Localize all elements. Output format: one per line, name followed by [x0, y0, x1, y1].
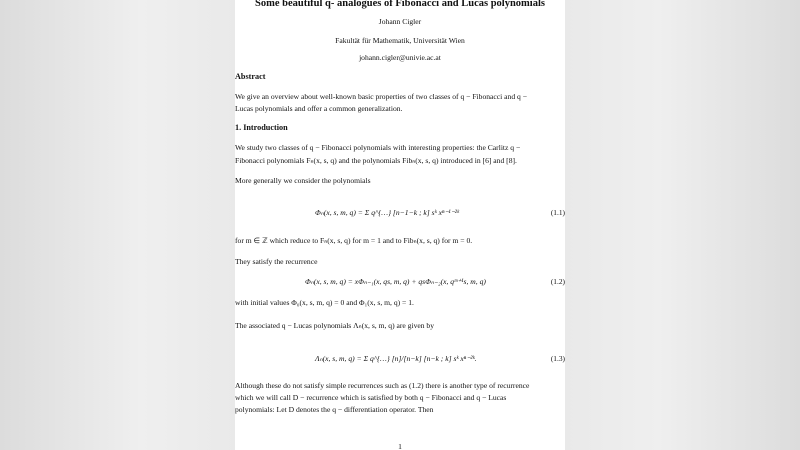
final-line-3: polynomials: Let D denotes the q − differentiation operator. Then — [235, 405, 434, 414]
email: johann.cigler@univie.ac.at — [359, 53, 441, 62]
blurred-background-left — [0, 0, 235, 450]
text-initial-values: with initial values Φ₀(x, s, m, q) = 0 and Φ₁(x, s, m, q) = 1. — [235, 298, 414, 307]
equation-number-1-3: (1.3) — [550, 354, 565, 363]
page-number: 1 — [398, 442, 402, 450]
paper-title: Some beautiful q- analogues of Fibonacci and Lucas polynomials — [255, 0, 545, 9]
author: Johann Cigler — [378, 17, 422, 26]
intro-line-1: We study two classes of q − Fibonacci polynomials with interesting properties: the Carlitz q − — [235, 143, 521, 152]
equation-1-2: Φₙ(x, s, m, q) = xΦₙ₋₁(x, qs, m, q) + qsΦₙ₋₂(x, qᵐ⁺¹s, m, q) — [305, 277, 486, 286]
document-page — [235, 0, 565, 450]
abstract-line-1: We give an overview about well-known basic properties of two classes of q − Fibonacci and q − — [235, 92, 528, 101]
text-reduce: for m ∈ ℤ which reduce to Fₙ(x, s, q) for m = 1 and to Fibₙ(x, s, q) for m = 0. — [235, 236, 473, 245]
intro-line-2: Fibonacci polynomials Fₙ(x, s, q) and the polynomials Fibₙ(x, s, q) introduced in [6] and [8]. — [235, 156, 517, 165]
text-lucas: The associated q − Lucas polynomials Λₙ(x, s, m, q) are given by — [235, 321, 435, 330]
equation-1-1: Φₙ(x, s, m, q) = Σ q^{…} [n−1−k ; k] sᵏ xⁿ⁻¹⁻²ᵏ — [315, 208, 460, 217]
section-heading-introduction: 1. Introduction — [235, 123, 288, 132]
abstract-heading: Abstract — [235, 72, 266, 81]
final-line-1: Although these do not satisfy simple recurrences such as (1.2) there is another type of recurrence — [235, 381, 530, 390]
equation-number-1-2: (1.2) — [550, 277, 565, 286]
final-line-2: which we will call D − recurrence which is satisfied by both q − Fibonacci and q − Lucas — [235, 393, 507, 402]
equation-number-1-1: (1.1) — [550, 208, 565, 217]
blurred-background-right — [565, 0, 800, 450]
abstract-line-2: Lucas polynomials and offer a common generalization. — [235, 104, 403, 113]
equation-1-3: Λₙ(x, s, m, q) = Σ q^{…} [n]/[n−k] [n−k ; k] sᵏ xⁿ⁻²ᵏ. — [315, 354, 477, 363]
intro-line-3: More generally we consider the polynomials — [235, 176, 371, 185]
affiliation: Fakultät für Mathematik, Universität Wien — [335, 36, 465, 45]
text-recurrence: They satisfy the recurrence — [235, 257, 318, 266]
